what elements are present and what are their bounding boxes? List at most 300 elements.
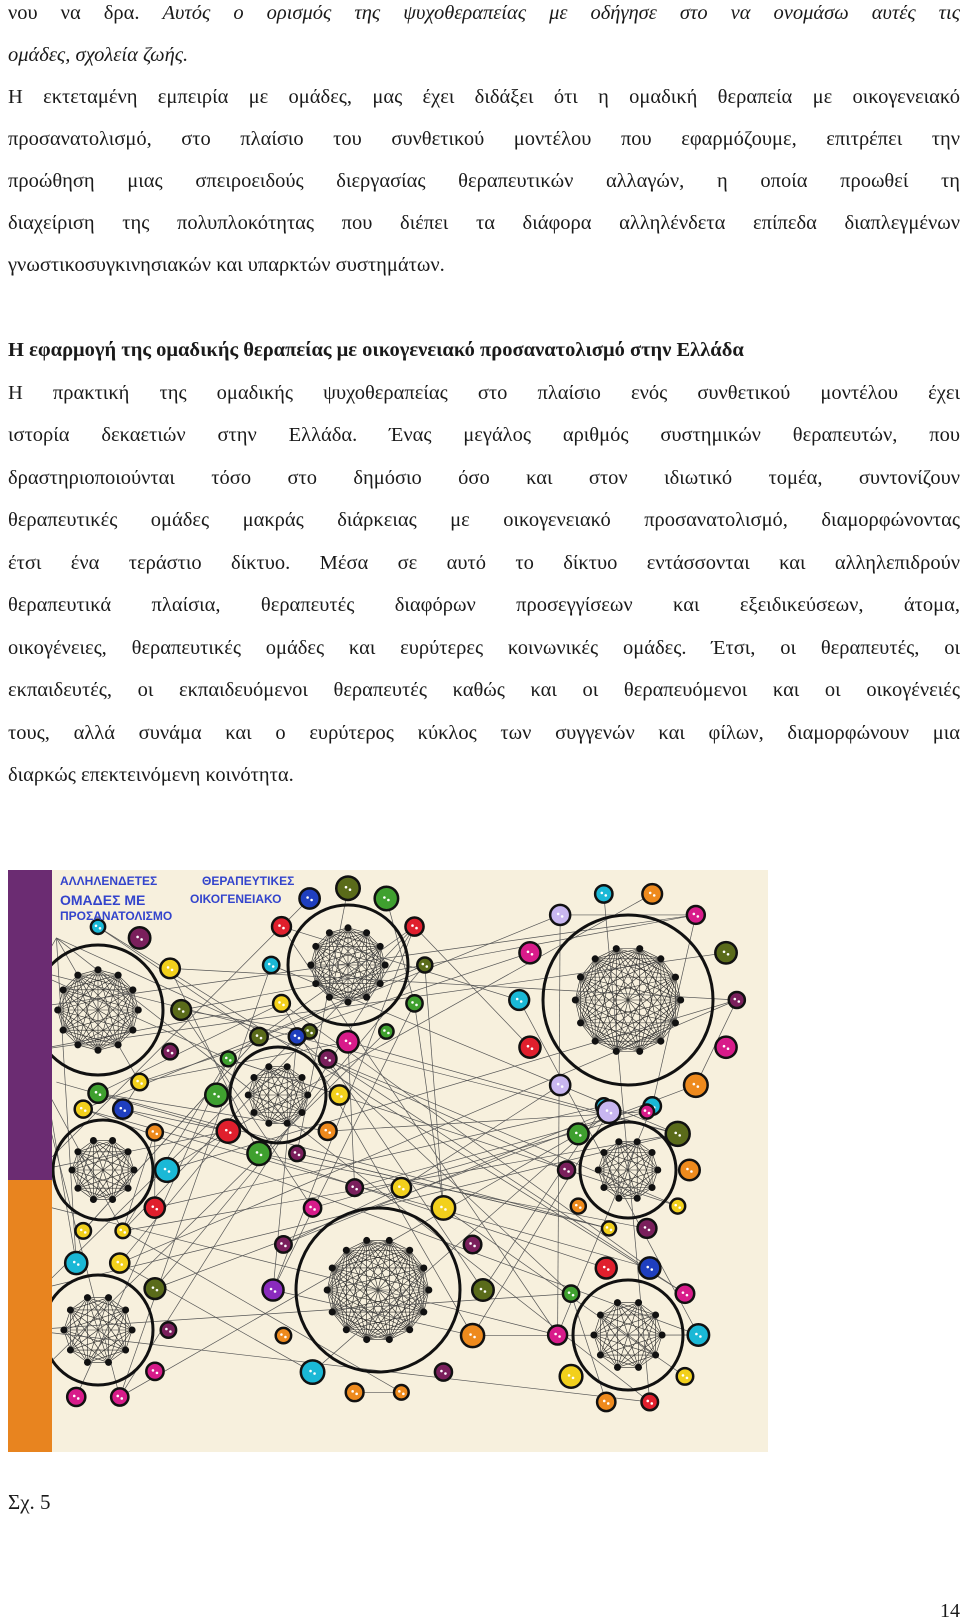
inner-node — [577, 1019, 584, 1026]
member-dot — [473, 1245, 476, 1248]
member-dot — [328, 1059, 331, 1062]
member-node — [161, 1322, 176, 1337]
inner-node — [125, 1148, 132, 1155]
member-dot — [579, 1134, 582, 1137]
inner-node — [74, 972, 81, 979]
member-dot — [151, 1130, 154, 1133]
member-dot — [575, 1132, 578, 1135]
member-dot — [119, 1107, 122, 1110]
member-node — [568, 1124, 589, 1145]
member-dot — [563, 1168, 566, 1171]
paragraph-2-line: γνωστικοσυγκινησιακών και υπαρκτών συστημάτων. — [8, 243, 960, 287]
member-dot — [568, 1291, 571, 1294]
inner-node — [312, 980, 319, 987]
member-dot — [355, 1393, 358, 1396]
inner-node — [95, 1047, 102, 1054]
paragraph-2-line: προσανατολισμό, στο πλαίσιο του συνθετικού μοντέλου που εφαρμόζουμε, επιτρέπει την — [8, 117, 960, 161]
inner-node — [324, 1287, 331, 1294]
member-dot — [136, 936, 139, 939]
member-dot — [520, 1000, 523, 1003]
member-dot — [607, 1402, 610, 1405]
inner-node — [312, 943, 319, 950]
member-dot — [310, 899, 313, 902]
member-node — [666, 1122, 690, 1146]
inner-node — [406, 1326, 413, 1333]
figure-caption: Σχ. 5 — [8, 1490, 51, 1515]
figure-label: ΘΕΡΑΠΕΥΤΙΚΕΣ — [202, 874, 294, 888]
section-heading: Η εφαρμογή της ομαδικής θεραπείας με οικογενειακό προσανατολισμό στην Ελλάδα — [8, 328, 960, 372]
member-dot — [697, 915, 700, 918]
member-node — [129, 927, 150, 948]
member-dot — [649, 892, 652, 895]
figure-label: ΑΛΛΗΛΕΝΔΕΤΕΣ — [60, 874, 157, 888]
inner-node — [299, 1074, 306, 1081]
member-dot — [579, 1206, 582, 1209]
member-dot — [272, 965, 275, 968]
figure-border-purple — [8, 870, 52, 1180]
member-node — [205, 1084, 228, 1107]
member-node — [263, 1279, 284, 1300]
member-node — [641, 1394, 658, 1411]
inner-node — [69, 1167, 76, 1174]
member-dot — [294, 1151, 297, 1154]
member-dot — [727, 953, 730, 956]
member-node — [65, 1252, 87, 1274]
inner-node — [363, 1336, 370, 1343]
member-dot — [527, 950, 530, 953]
inner-node — [406, 1247, 413, 1254]
inner-node — [90, 1137, 97, 1144]
paragraph-2-line: Η εκτεταμένη εμπειρία με ομάδες, μας έχει διδάξει ότι η ομαδική θεραπεία με οικογενειακό — [8, 75, 960, 119]
inner-node — [90, 1196, 97, 1203]
member-dot — [402, 1188, 405, 1191]
member-dot — [156, 1372, 159, 1375]
inner-node — [592, 955, 599, 962]
member-dot — [603, 1400, 606, 1403]
member-dot — [693, 913, 696, 916]
member-node — [379, 1024, 393, 1038]
member-node — [519, 1037, 540, 1058]
member-node — [684, 1073, 708, 1097]
member-dot — [213, 1093, 216, 1096]
member-dot — [284, 1336, 287, 1339]
member-dot — [411, 924, 414, 927]
inner-node — [363, 929, 370, 936]
member-node — [602, 1221, 616, 1235]
member-node — [346, 1383, 364, 1401]
inner-node — [125, 1185, 132, 1192]
member-dot — [558, 1335, 561, 1338]
member-dot — [280, 1242, 283, 1245]
inner-node — [54, 1007, 61, 1014]
member-dot — [345, 1040, 348, 1043]
paragraph-2-line: προώθηση μιας σπειροειδούς διεργασίας θεραπευτικών αλλαγών, η οποία προωθεί τη — [8, 159, 960, 203]
inner-node — [74, 1041, 81, 1048]
member-dot — [650, 1268, 653, 1271]
inner-node — [377, 943, 384, 950]
member-dot — [268, 963, 271, 966]
inner-node — [649, 1149, 656, 1156]
member-node — [677, 1368, 694, 1385]
member-dot — [182, 1010, 185, 1013]
member-dot — [444, 1208, 447, 1211]
inner-node — [115, 1041, 122, 1048]
member-dot — [440, 1370, 443, 1373]
inner-node — [634, 1195, 641, 1202]
inner-node — [615, 1195, 622, 1202]
member-dot — [309, 1370, 312, 1373]
inner-node — [600, 1184, 607, 1191]
inner-node — [657, 1038, 664, 1045]
member-node — [519, 942, 540, 963]
inner-node — [129, 1327, 136, 1334]
inner-node — [377, 980, 384, 987]
inner-node — [425, 1287, 432, 1294]
member-node — [670, 1199, 685, 1214]
member-dot — [411, 1001, 414, 1004]
member-node — [595, 885, 612, 902]
member-node — [464, 1236, 482, 1254]
inner-node — [654, 1167, 661, 1174]
member-dot — [674, 1204, 677, 1207]
member-node — [715, 1037, 736, 1058]
member-dot — [151, 1205, 154, 1208]
member-dot — [682, 1374, 685, 1377]
member-node — [472, 1279, 494, 1301]
inner-node — [129, 1027, 136, 1034]
member-node — [638, 1219, 657, 1238]
member-node — [319, 1050, 337, 1068]
member-node — [304, 1199, 321, 1216]
member-dot — [561, 915, 564, 918]
member-dot — [610, 1229, 613, 1232]
member-dot — [167, 1049, 170, 1052]
network-figure — [8, 870, 768, 1452]
inner-node — [326, 929, 333, 936]
member-node — [687, 906, 705, 924]
inner-node — [129, 986, 136, 993]
paragraph-3-line: δραστηριοποιούνται τόσο στο δημόσιο όσο και στον ιδιωτικό τομέα, συντονίζουν — [8, 456, 960, 500]
member-dot — [256, 1034, 259, 1037]
member-node — [160, 959, 180, 979]
inner-node — [649, 1184, 656, 1191]
member-node — [715, 942, 736, 963]
member-dot — [603, 1266, 606, 1269]
inner-node — [636, 945, 643, 952]
member-dot — [567, 1170, 570, 1173]
member-dot — [282, 1004, 285, 1007]
member-dot — [123, 1231, 126, 1234]
inner-node — [60, 1027, 67, 1034]
member-node — [276, 1328, 291, 1343]
inner-node — [572, 997, 579, 1004]
member-node — [273, 995, 290, 1012]
member-node — [263, 957, 279, 973]
inner-node — [284, 1063, 291, 1070]
inner-node — [672, 1019, 679, 1026]
member-node — [155, 1158, 179, 1182]
inner-node — [363, 1237, 370, 1244]
inner-node — [613, 945, 620, 952]
member-dot — [80, 1107, 83, 1110]
member-dot — [727, 1047, 730, 1050]
member-dot — [169, 1330, 172, 1333]
member-dot — [155, 1208, 158, 1211]
member-node — [145, 1198, 165, 1218]
member-node — [560, 1365, 583, 1388]
member-dot — [387, 1032, 390, 1035]
paragraph-3-line: έτσι ένα τεράστιο δίκτυο. Μέσα σε αυτό το δίκτυο εντάσσονται και αλληλεπιδρούν — [8, 541, 960, 585]
member-dot — [152, 1369, 155, 1372]
member-node — [88, 1084, 107, 1103]
inner-node — [122, 1347, 129, 1354]
member-node — [145, 1278, 166, 1299]
member-dot — [575, 1204, 578, 1207]
member-dot — [693, 1083, 696, 1086]
paragraph-1-line-1-italic: Αυτός ο ορισμός της ψυχοθεραπείας με οδήγησε στο να ονομάσω αυτές τις — [163, 2, 960, 24]
paragraph-3-line: Η πρακτική της ομαδικής ψυχοθεραπείας στο πλαίσιο ενός συνθετικού μοντέλου έχει — [8, 371, 960, 415]
paragraph-3-line: οικογένειες, θεραπευτικές ομάδες και ευρύτερες κοινωνικές ομάδες. Έτσι, οι θεραπευτές, οι — [8, 626, 960, 670]
member-node — [111, 1388, 128, 1405]
inner-node — [635, 1364, 642, 1371]
page-number: 14 — [940, 1600, 960, 1623]
member-dot — [328, 1131, 331, 1134]
member-node — [171, 1000, 191, 1020]
member-dot — [644, 1109, 647, 1112]
member-dot — [120, 1397, 123, 1400]
member-dot — [646, 1266, 649, 1269]
member-dot — [440, 1206, 443, 1209]
member-node — [558, 1161, 575, 1178]
member-dot — [313, 1372, 316, 1375]
member-dot — [527, 1045, 530, 1048]
inner-node — [652, 1311, 659, 1318]
inner-node — [74, 1148, 81, 1155]
inner-node — [95, 966, 102, 973]
inner-node — [60, 986, 67, 993]
member-dot — [77, 1263, 80, 1266]
member-dot — [120, 1263, 123, 1266]
member-dot — [695, 1333, 698, 1336]
member-node — [548, 1326, 567, 1345]
paragraph-3-line: εκπαιδευτές, οι εκπαιδευόμενοι θεραπευτές καθώς και οι θεραπευόμενοι και οι οικογένειές — [8, 668, 960, 712]
inner-node — [67, 1306, 74, 1313]
member-dot — [229, 1059, 232, 1062]
member-node — [116, 1224, 131, 1239]
member-dot — [557, 913, 560, 916]
figure-label: ΟΜΑΔΕΣ ΜΕ — [60, 892, 145, 908]
member-dot — [644, 1226, 647, 1229]
member-node — [275, 1236, 291, 1252]
member-dot — [686, 1294, 689, 1297]
inner-node — [635, 1299, 642, 1306]
inner-node — [109, 1196, 116, 1203]
member-dot — [351, 1390, 354, 1393]
member-dot — [604, 894, 607, 897]
member-dot — [84, 1231, 87, 1234]
member-dot — [383, 1029, 386, 1032]
inner-node — [84, 1294, 91, 1301]
paragraph-3-line: ιστορία δεκαετιών στην Ελλάδα. Ένας μεγάλος αριθμός συστημικών θεραπευτών, που — [8, 413, 960, 457]
inner-node — [284, 1120, 291, 1127]
member-dot — [171, 1052, 174, 1055]
member-dot — [646, 1400, 649, 1403]
member-dot — [734, 998, 737, 1001]
member-dot — [80, 1229, 83, 1232]
member-dot — [606, 1226, 609, 1229]
member-dot — [469, 1333, 472, 1336]
inner-node — [657, 955, 664, 962]
member-dot — [306, 1029, 309, 1032]
inner-node — [250, 1074, 257, 1081]
member-dot — [155, 1133, 158, 1136]
member-node — [550, 1075, 570, 1095]
member-node — [147, 1124, 163, 1140]
inner-node — [636, 1048, 643, 1055]
member-node — [461, 1324, 484, 1347]
member-dot — [167, 966, 170, 969]
member-dot — [278, 1001, 281, 1004]
member-node — [550, 905, 570, 925]
member-node — [75, 1223, 91, 1239]
member-dot — [178, 1008, 181, 1011]
member-dot — [387, 899, 390, 902]
member-dot — [95, 925, 98, 928]
inner-node — [345, 999, 352, 1006]
member-node — [642, 884, 662, 904]
member-dot — [165, 1328, 168, 1331]
inner-node — [326, 994, 333, 1001]
member-node — [110, 1253, 129, 1272]
member-node — [113, 1100, 132, 1119]
member-dot — [84, 1109, 87, 1112]
inner-node — [299, 1109, 306, 1116]
member-dot — [340, 1095, 343, 1098]
member-dot — [280, 1333, 283, 1336]
paragraph-1-line-2: ομάδες, σχολεία ζωής. — [8, 33, 960, 77]
member-dot — [164, 1168, 167, 1171]
inner-node — [672, 974, 679, 981]
member-dot — [473, 1336, 476, 1339]
member-dot — [678, 1134, 681, 1137]
member-node — [131, 1074, 148, 1091]
member-node — [676, 1284, 695, 1303]
member-dot — [336, 1093, 339, 1096]
member-node — [432, 1196, 455, 1219]
member-dot — [697, 1085, 700, 1088]
member-node — [75, 1101, 92, 1118]
member-dot — [516, 998, 519, 1001]
paragraph-3-line: τους, αλλά συνάμα και ο ευρύτερος κύκλος των συγγενών και φίλων, διαμορφώνουν μια — [8, 711, 960, 755]
member-dot — [274, 1290, 277, 1293]
inner-node — [131, 1167, 138, 1174]
member-dot — [561, 1085, 564, 1088]
member-node — [688, 1324, 709, 1345]
inner-node — [307, 962, 314, 969]
member-dot — [324, 1057, 327, 1060]
member-node — [146, 1363, 163, 1380]
member-node — [406, 995, 422, 1011]
member-dot — [73, 1261, 76, 1264]
member-dot — [256, 1151, 259, 1154]
inner-node — [329, 1264, 336, 1271]
member-dot — [298, 1154, 301, 1157]
paragraph-1-line-1-normal: νου να δρα. — [8, 2, 163, 24]
member-dot — [284, 1245, 287, 1248]
member-node — [319, 1122, 337, 1140]
inner-node — [122, 1306, 129, 1313]
member-dot — [152, 1286, 155, 1289]
member-dot — [306, 896, 309, 899]
member-node — [571, 1199, 586, 1214]
member-node — [272, 917, 291, 936]
inner-node — [386, 1237, 393, 1244]
member-node — [598, 1100, 621, 1123]
inner-node — [382, 962, 389, 969]
member-dot — [324, 1129, 327, 1132]
member-dot — [422, 963, 425, 966]
inner-node — [265, 1063, 272, 1070]
member-dot — [723, 1045, 726, 1048]
member-node — [336, 876, 359, 899]
paragraph-3-line: θεραπευτικές ομάδες μακράς διάρκειας με οικογενειακό προσανατολισμό, διαμορφώνοντας — [8, 498, 960, 542]
member-dot — [426, 965, 429, 968]
member-dot — [531, 953, 534, 956]
member-node — [640, 1105, 654, 1119]
inner-node — [677, 997, 684, 1004]
member-node — [337, 1031, 358, 1052]
member-dot — [648, 1229, 651, 1232]
member-dot — [136, 1080, 139, 1083]
member-node — [509, 990, 529, 1010]
inner-node — [597, 1311, 604, 1318]
member-dot — [674, 1132, 677, 1135]
member-dot — [123, 1109, 126, 1112]
member-dot — [678, 1206, 681, 1209]
member-dot — [351, 1185, 354, 1188]
member-dot — [225, 1129, 228, 1132]
member-dot — [270, 1288, 273, 1291]
figure-label: ΠΡΟΣΑΝΑΤΟΛΙΣΜΟ — [60, 909, 172, 923]
inner-node — [592, 1038, 599, 1045]
inner-node — [109, 1137, 116, 1144]
inner-node — [615, 1138, 622, 1145]
inner-node — [60, 1327, 67, 1334]
member-dot — [480, 1288, 483, 1291]
paragraph-3-line: θεραπευτικά πλαίσια, θεραπευτές διαφόρων προσεγγίσεων και εξειδικεύσεων, άτομα, — [8, 583, 960, 627]
paragraph-3-line: διαρκώς επεκτεινόμενη κοινότητα. — [8, 753, 960, 797]
inner-node — [659, 1332, 666, 1339]
member-dot — [310, 1032, 313, 1035]
inner-node — [343, 1326, 350, 1333]
member-dot — [99, 927, 102, 930]
inner-node — [265, 1120, 272, 1127]
member-node — [405, 918, 423, 936]
member-node — [247, 1142, 270, 1165]
member-dot — [600, 892, 603, 895]
inner-node — [245, 1092, 252, 1099]
member-dot — [415, 927, 418, 930]
member-dot — [156, 1289, 159, 1292]
member-node — [346, 1179, 363, 1196]
inner-node — [634, 1138, 641, 1145]
member-dot — [572, 1377, 575, 1380]
member-dot — [116, 1395, 119, 1398]
member-node — [301, 1360, 324, 1383]
member-dot — [140, 1082, 143, 1085]
member-node — [679, 1160, 700, 1181]
member-dot — [444, 1372, 447, 1375]
